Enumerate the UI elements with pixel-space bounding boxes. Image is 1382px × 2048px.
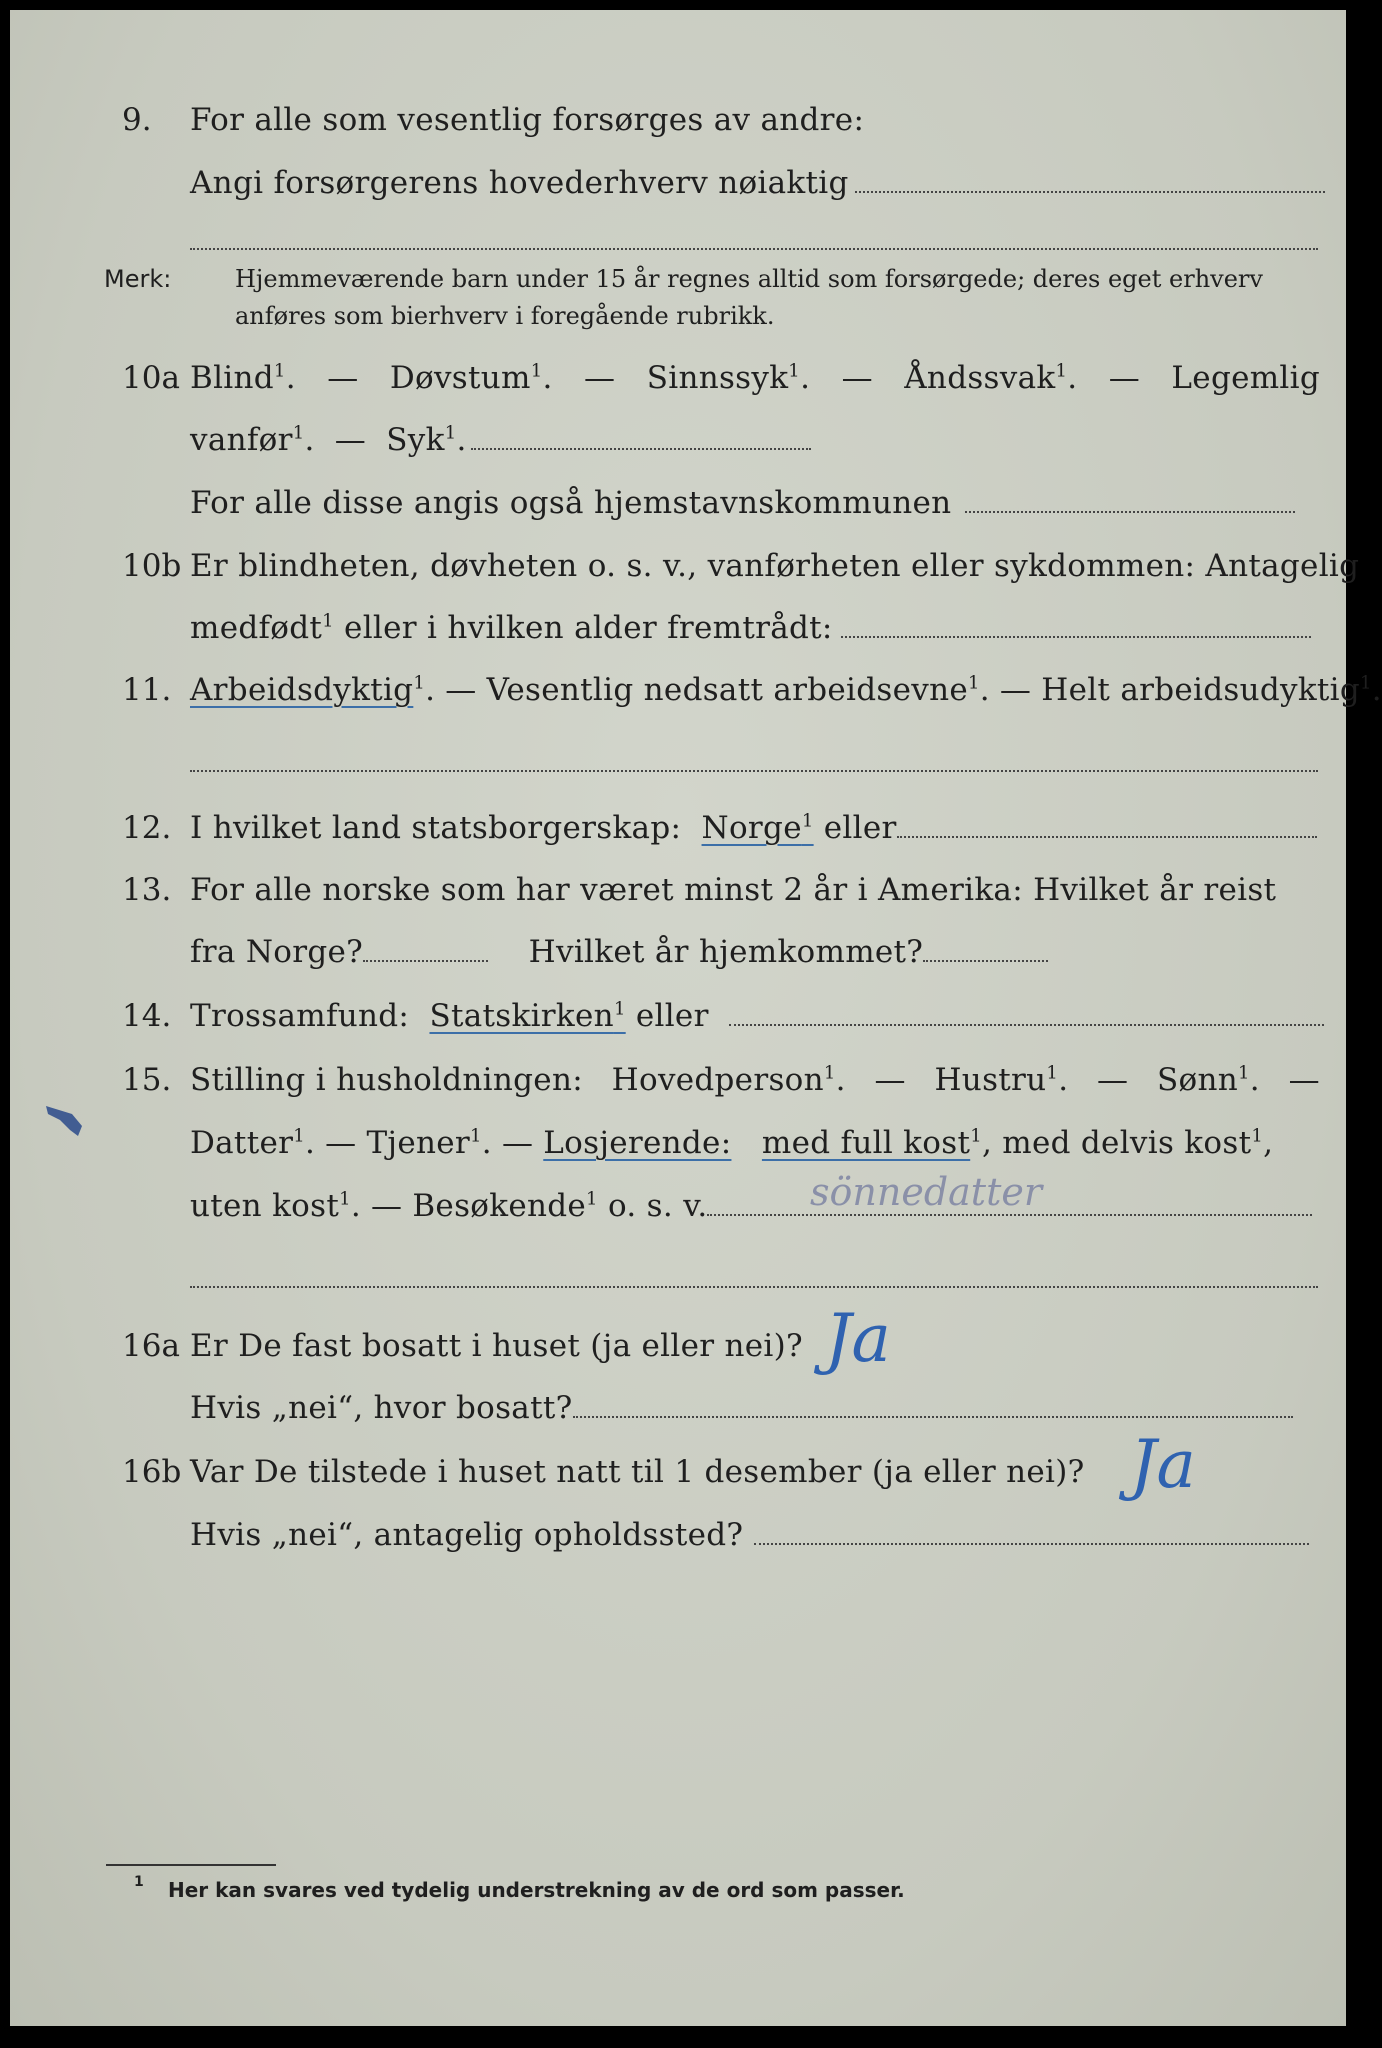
q16a-bosatt-field[interactable] — [573, 1415, 1293, 1418]
separator: — — [327, 360, 359, 396]
q16a-line2-text: Hvis „nei“, hvor bosatt? — [190, 1390, 573, 1426]
option-vesentlig-nedsatt[interactable]: Vesentlig nedsatt arbeidsevne$^1$. — [486, 672, 990, 708]
question-number-12: 12. — [122, 810, 172, 846]
option-vanfor[interactable]: vanfør$^1$. — [190, 422, 315, 458]
option-hustru[interactable]: Hustru$^1$. — [934, 1062, 1069, 1098]
option-blind[interactable]: Blind$^1$. — [190, 360, 296, 396]
option-medfodt[interactable]: medfødt$^1$ — [190, 610, 334, 646]
q10b-line2-text: eller i hvilken alder fremtrådt: — [333, 610, 833, 646]
q14-text: Trossamfund: — [190, 998, 410, 1034]
q16b-line1 — [190, 1454, 1085, 1490]
option-helt-arbeidsudyktig[interactable]: Helt arbeidsudyktig$^1$. — [1041, 672, 1382, 708]
footnote — [134, 1874, 905, 1902]
q15-osv: o. s. v. — [597, 1188, 708, 1224]
separator: — — [1288, 1062, 1320, 1098]
q12-text: I hvilket land statsborgerskap: — [190, 810, 682, 846]
q10b-line2 — [190, 610, 1311, 646]
separator: — — [325, 1125, 357, 1161]
q13-hjem-text: Hvilket år hjemkommet? — [528, 934, 924, 970]
merk-label: Merk: — [104, 265, 172, 293]
question-number-10a: 10a — [122, 360, 180, 396]
q16b-handwritten-answer: Ja — [1130, 1426, 1196, 1503]
question-number-14: 14. — [122, 998, 172, 1034]
q9-line2 — [190, 165, 1325, 201]
separator: — — [1097, 1062, 1129, 1098]
question-number-16b: 16b — [122, 1454, 182, 1490]
option-besokende[interactable]: Besøkende$^1$ — [412, 1188, 598, 1224]
q16b-line1-text: Var De tilstede i huset natt til 1 desember (ja eller nei)? — [190, 1454, 1085, 1490]
q10a-line2 — [190, 422, 811, 458]
separator: — — [1108, 360, 1141, 396]
option-dovstum[interactable]: Døvstum$^1$. — [389, 360, 553, 396]
separator: — — [445, 672, 477, 708]
option-syk[interactable]: Syk$^1$. — [386, 422, 467, 458]
option-uten-kost[interactable]: uten kost$^1$. — [190, 1188, 362, 1224]
q9-answer-field[interactable] — [855, 190, 1325, 193]
q10a-line1 — [190, 360, 1320, 396]
option-med-full-kost[interactable]: med full kost — [761, 1125, 971, 1161]
q16b-opholdssted-field[interactable] — [754, 1542, 1309, 1545]
q10a-line3 — [190, 485, 1295, 521]
question-number-11: 11. — [122, 672, 172, 708]
q16a-line1-text: Er De fast bosatt i huset (ja eller nei)? — [190, 1328, 803, 1364]
q15-line3 — [190, 1188, 1312, 1224]
q13-line2 — [190, 934, 1048, 970]
q9-rule — [190, 248, 1318, 250]
hjemkommet-year-field[interactable] — [923, 959, 1048, 962]
footnote-text: Her kan svares ved tydelig understrekning av de ord som passer. — [168, 1878, 905, 1902]
option-losjerende[interactable]: Losjerende: — [543, 1125, 732, 1161]
q12-line — [190, 810, 1317, 846]
separator: — — [584, 360, 616, 396]
option-norge[interactable]: Norge$^1$ — [701, 810, 814, 846]
q11-rule — [190, 770, 1318, 772]
q15-text: Stilling i husholdningen: — [190, 1062, 583, 1098]
option-med-delvis-kost[interactable]: , med delvis kost$^1$, — [981, 1125, 1274, 1161]
q14-answer-field[interactable] — [729, 1023, 1324, 1026]
q10b-line1: Er blindheten, døvheten o. s. v., vanførheten eller sykdommen: Antagelig — [190, 548, 1360, 584]
footnote-rule — [106, 1864, 276, 1866]
q16a-line1 — [190, 1328, 803, 1364]
q12-answer-field[interactable] — [897, 835, 1317, 838]
separator: — — [841, 360, 873, 396]
q15-line1 — [190, 1062, 1320, 1098]
question-number-15: 15. — [122, 1062, 172, 1098]
separator: — — [334, 422, 367, 458]
ink-blot-mark — [42, 1100, 86, 1140]
q14-line — [190, 998, 1324, 1034]
separator: — — [501, 1125, 534, 1161]
q15-handwritten-answer: sönnedatter — [810, 1170, 1042, 1214]
separator: — — [371, 1188, 403, 1224]
merk-line1: Hjemmeværende barn under 15 år regnes alltid som forsørgede; deres eget erhverv — [235, 265, 1263, 293]
q16b-line2-text: Hvis „nei“, antagelig opholdssted? — [190, 1517, 744, 1553]
q15-line2: Datter$^1$. — Tjener$^1$. — Losjerende: med full kost$^1$, med delvis kost$^1$, — [190, 1125, 1274, 1161]
q12-eller: eller — [813, 810, 897, 846]
option-statskirken[interactable]: Statskirken$^1$ — [429, 998, 626, 1034]
q16a-handwritten-answer: Ja — [825, 1300, 891, 1377]
option-tjener[interactable]: Tjener$^1$. — [366, 1125, 492, 1161]
reist-year-field[interactable] — [363, 959, 488, 962]
option-sinnssyk[interactable]: Sinnssyk$^1$. — [646, 360, 811, 396]
option-datter[interactable]: Datter$^1$. — [190, 1125, 316, 1161]
option-hovedperson[interactable]: Hovedperson$^1$. — [611, 1062, 846, 1098]
question-number-13: 13. — [122, 872, 172, 908]
q10a-answer-field[interactable] — [471, 447, 811, 450]
option-sonn[interactable]: Sønn$^1$. — [1157, 1062, 1260, 1098]
hjemstavnskommune-field[interactable] — [965, 510, 1295, 513]
merk-line2: anføres som bierhverv i foregående rubrikk. — [235, 302, 775, 330]
separator: — — [874, 1062, 906, 1098]
question-number-10b: 10b — [122, 548, 182, 584]
q9-line1: For alle som vesentlig forsørges av andre: — [190, 102, 865, 138]
q15-rule — [190, 1286, 1318, 1288]
separator: — — [999, 672, 1032, 708]
q13-line1: For alle norske som har været minst 2 år i Amerika: Hvilket år reist — [190, 872, 1277, 908]
option-legemlig[interactable]: Legemlig — [1171, 360, 1320, 396]
footnote-number: 1 — [134, 1874, 144, 1890]
q10b-answer-field[interactable] — [841, 635, 1311, 638]
option-andssvak[interactable]: Åndssvak$^1$. — [904, 360, 1078, 396]
q11-line: Arbeidsdyktig$^1$. — Vesentlig nedsatt arbeidsevne$^1$. — Helt arbeidsudyktig$^1$. — [190, 672, 1382, 708]
option-arbeidsdyktig[interactable]: Arbeidsdyktig — [190, 672, 414, 708]
question-number-9: 9. — [122, 102, 152, 138]
census-form-page — [10, 10, 1382, 2026]
q9-line2-text: Angi forsørgerens hovederhverv nøiaktig — [190, 165, 849, 201]
q16a-line2 — [190, 1390, 1293, 1426]
q10a-line3-text: For alle disse angis også hjemstavnskommunen — [190, 485, 952, 521]
question-number-16a: 16a — [122, 1328, 180, 1364]
q16b-line2 — [190, 1517, 1309, 1553]
q13-fra-text: fra Norge? — [190, 934, 364, 970]
q14-eller: eller — [625, 998, 709, 1034]
